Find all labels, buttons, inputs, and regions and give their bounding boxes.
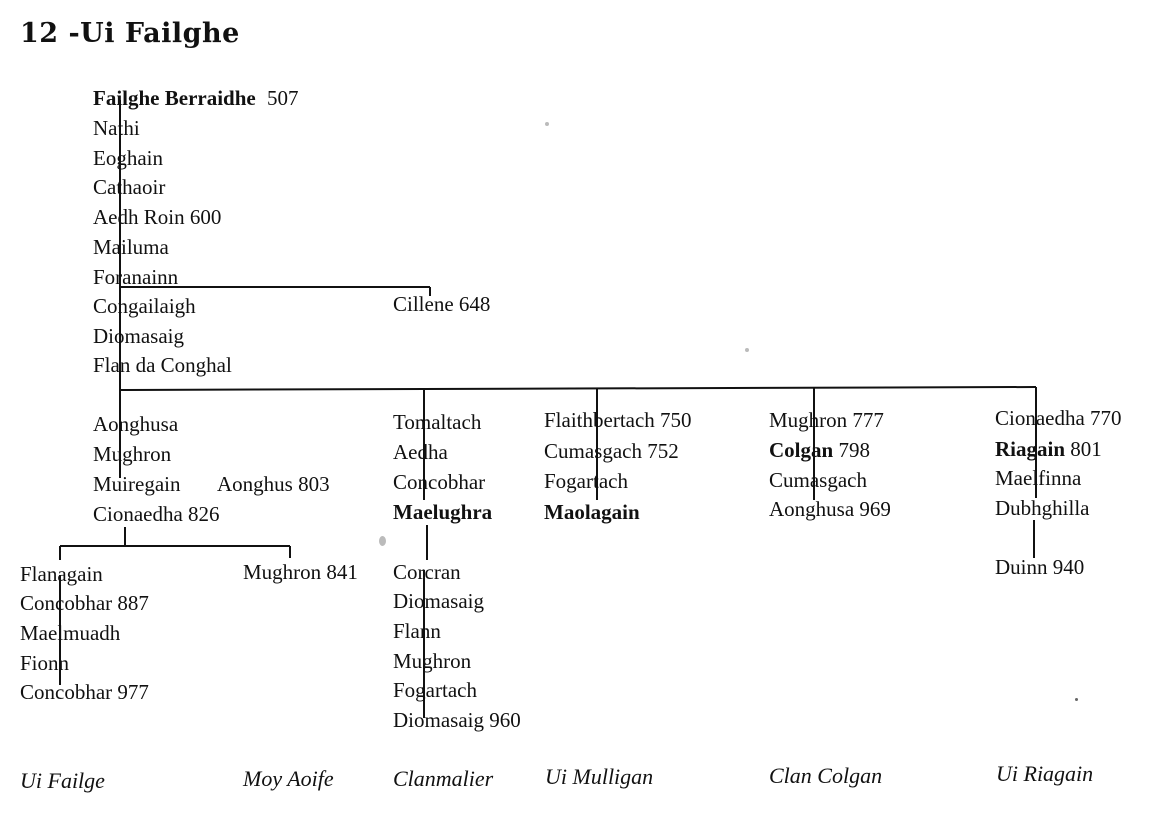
- person-maolagain: Maolagain: [544, 500, 640, 524]
- person-mughron-2: Mughron: [393, 649, 472, 673]
- person-fionn: Fionn: [20, 651, 70, 675]
- person-name: Riagain: [995, 437, 1066, 461]
- person-cathaoir: Cathaoir: [93, 175, 166, 199]
- person-name: Colgan: [769, 438, 834, 462]
- person-concobhar: Concobhar: [393, 470, 486, 494]
- person-corcran: Corcran: [393, 560, 461, 584]
- person-maelughra: Maelughra: [393, 500, 493, 524]
- person-diomasaig-2: Diomasaig: [393, 589, 484, 613]
- person-aonghus-803: Aonghus 803: [217, 472, 330, 496]
- person-dubhghilla: Dubhghilla: [995, 496, 1090, 520]
- person-concobhar-887: Concobhar 887: [20, 591, 149, 615]
- person-fogartach: Fogartach: [393, 678, 477, 702]
- person-year: 798: [838, 438, 870, 462]
- person-mughron-841: Mughron 841: [243, 560, 358, 584]
- person-mughron-777: Mughron 777: [769, 408, 884, 432]
- person-diomasaig: Diomasaig: [93, 324, 184, 348]
- page-title: 12 -Ui Failghe: [20, 18, 240, 49]
- person-cillene: Cillene 648: [393, 292, 491, 316]
- person-maelmuadh: Maelmuadh: [20, 621, 121, 645]
- person-fogartach-2: Fogartach: [544, 469, 628, 493]
- person-cionaedha-826: Cionaedha 826: [93, 502, 220, 526]
- person-cionaedha-770: Cionaedha 770: [995, 406, 1122, 430]
- person-mailuma: Mailuma: [93, 235, 169, 259]
- person-year: 507: [266, 86, 299, 110]
- person-aonghusa-969: Aonghusa 969: [769, 497, 891, 521]
- person-concobhar-977: Concobhar 977: [20, 680, 149, 704]
- scan-speck: [1075, 698, 1078, 701]
- person-name: Failghe Berraidhe: [93, 86, 256, 110]
- person-muiregain: Muiregain: [93, 472, 181, 496]
- person-nathi: Nathi: [93, 116, 140, 140]
- sept-label-clan-colgan: Clan Colgan: [769, 763, 883, 788]
- person-colgan: [769, 440, 870, 461]
- person-cumasgach-2: Cumasgach: [769, 468, 867, 492]
- person-foranainn: Foranainn: [93, 265, 179, 289]
- person-flanagain: Flanagain: [20, 562, 103, 586]
- person-aedh-roin: Aedh Roin 600: [93, 205, 222, 229]
- person-riagain: [995, 439, 1102, 460]
- scan-speck: [379, 536, 386, 546]
- person-aonghusa: Aonghusa: [93, 412, 179, 436]
- person-flaithbertach-750: Flaithbertach 750: [544, 408, 692, 432]
- person-flan-da-conghal: Flan da Conghal: [93, 353, 232, 377]
- sept-label-moy-aoife: Moy Aoife: [243, 766, 334, 791]
- person-failghe-berraidhe: [93, 88, 298, 109]
- person-mughron: Mughron: [93, 442, 172, 466]
- sept-label-ui-mulligan: Ui Mulligan: [545, 764, 654, 789]
- sept-label-ui-riagain: Ui Riagain: [996, 761, 1094, 786]
- person-cumasgach-752: Cumasgach 752: [544, 439, 679, 463]
- person-aedha: Aedha: [393, 440, 448, 464]
- person-flann: Flann: [393, 619, 441, 643]
- person-congailaigh: Congailaigh: [93, 294, 196, 318]
- person-diomasaig-960: Diomasaig 960: [393, 708, 521, 732]
- sept-label-ui-failge: Ui Failge: [20, 768, 105, 793]
- person-duinn-940: Duinn 940: [995, 555, 1085, 579]
- person-maelfinna: Maelfinna: [995, 466, 1082, 490]
- person-eoghain: Eoghain: [93, 146, 163, 170]
- sept-label-clanmalier: Clanmalier: [393, 766, 494, 791]
- scan-speck: [545, 122, 549, 126]
- person-year: 801: [1070, 437, 1102, 461]
- person-tomaltach: Tomaltach: [393, 410, 482, 434]
- scan-speck: [745, 348, 749, 352]
